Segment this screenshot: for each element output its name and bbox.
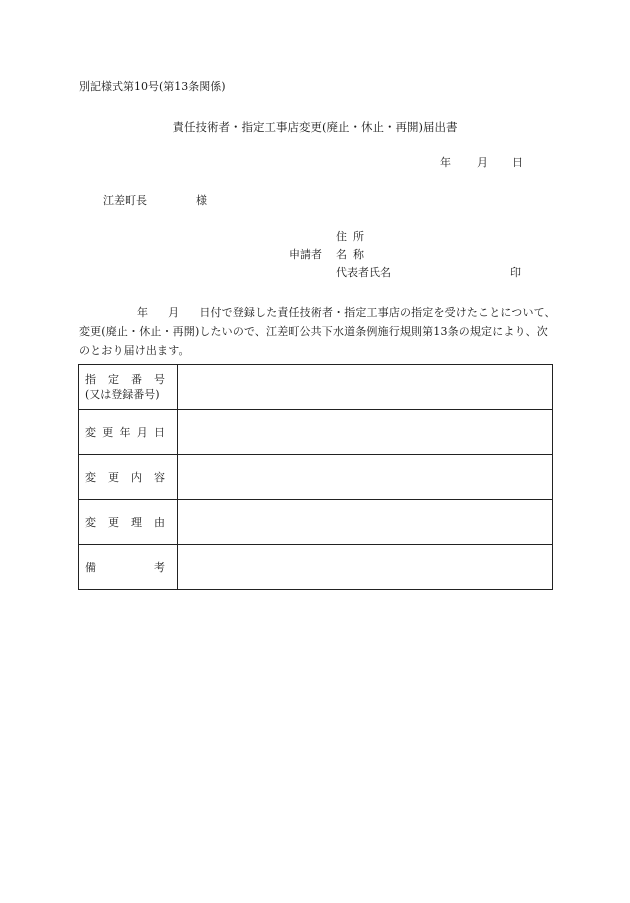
row-label-change-reason bbox=[79, 500, 178, 545]
label-char: 更 bbox=[108, 515, 119, 529]
date-month-label: 月 bbox=[477, 156, 488, 169]
table-row bbox=[79, 365, 553, 410]
seal-mark: 印 bbox=[510, 266, 521, 279]
label-char: 変 bbox=[85, 515, 96, 529]
label-char: 由 bbox=[154, 515, 165, 529]
label-char: 日 bbox=[154, 425, 165, 439]
applicant-label: 申請者 bbox=[289, 248, 322, 261]
label-char: 考 bbox=[154, 560, 165, 574]
body-year: 年 bbox=[137, 306, 149, 319]
info-table bbox=[78, 364, 553, 590]
body-month: 月 bbox=[168, 306, 180, 319]
body-paragraph bbox=[79, 303, 559, 360]
remarks-label bbox=[85, 560, 165, 575]
representative-label: 代表者氏名 bbox=[336, 266, 391, 279]
designation-number-value[interactable] bbox=[178, 365, 553, 410]
date-year-label: 年 bbox=[440, 156, 451, 169]
label-char: 指 bbox=[85, 373, 96, 386]
table-row bbox=[79, 500, 553, 545]
table-row bbox=[79, 410, 553, 455]
row-label-change-date bbox=[79, 410, 178, 455]
label-char: 変 bbox=[85, 470, 96, 484]
address-label: 住所 bbox=[336, 230, 370, 243]
change-date-value[interactable] bbox=[178, 410, 553, 455]
label-char: 容 bbox=[154, 470, 165, 484]
row-label-remarks bbox=[79, 545, 178, 590]
label-char: 備 bbox=[85, 560, 96, 574]
label-char: 月 bbox=[136, 425, 148, 439]
label-char: 理 bbox=[131, 515, 142, 529]
designation-number-label bbox=[85, 372, 165, 387]
label-char: 号 bbox=[154, 373, 165, 386]
change-content-label bbox=[85, 470, 165, 485]
label-char: 内 bbox=[131, 470, 142, 484]
row-label-designation-number bbox=[79, 365, 178, 410]
label-char: 更 bbox=[102, 425, 114, 439]
document-title: 責任技術者・指定工事店変更(廃止・休止・再開)届出書 bbox=[172, 120, 458, 134]
table-row bbox=[79, 545, 553, 590]
label-char: 番 bbox=[131, 373, 142, 386]
change-content-value[interactable] bbox=[178, 455, 553, 500]
addressee-honorific: 様 bbox=[196, 194, 207, 207]
addressee-name: 江差町長 bbox=[103, 194, 147, 207]
table-row bbox=[79, 455, 553, 500]
remarks-value[interactable] bbox=[178, 545, 553, 590]
label-char: 定 bbox=[108, 373, 119, 386]
label-char: 年 bbox=[119, 425, 131, 439]
date-day-label: 日 bbox=[512, 156, 523, 169]
label-char: 変 bbox=[85, 425, 96, 439]
name-label: 名称 bbox=[336, 248, 370, 261]
change-reason-value[interactable] bbox=[178, 500, 553, 545]
change-date-label bbox=[85, 425, 165, 440]
change-reason-label bbox=[85, 515, 165, 530]
body-text: 日付で登録した責任技術者・指定工事店の指定を受けたことについて、変更(廃止・休止・再開)したいので、江差町公共下水道条例施行規則第13条の規定により、次のとおり届け出ます。 bbox=[79, 306, 556, 357]
form-number: 別記様式第10号(第13条関係) bbox=[79, 80, 226, 93]
label-char: 更 bbox=[108, 470, 119, 484]
registration-number-sublabel: (又は登録番号) bbox=[85, 388, 160, 401]
row-label-change-content bbox=[79, 455, 178, 500]
